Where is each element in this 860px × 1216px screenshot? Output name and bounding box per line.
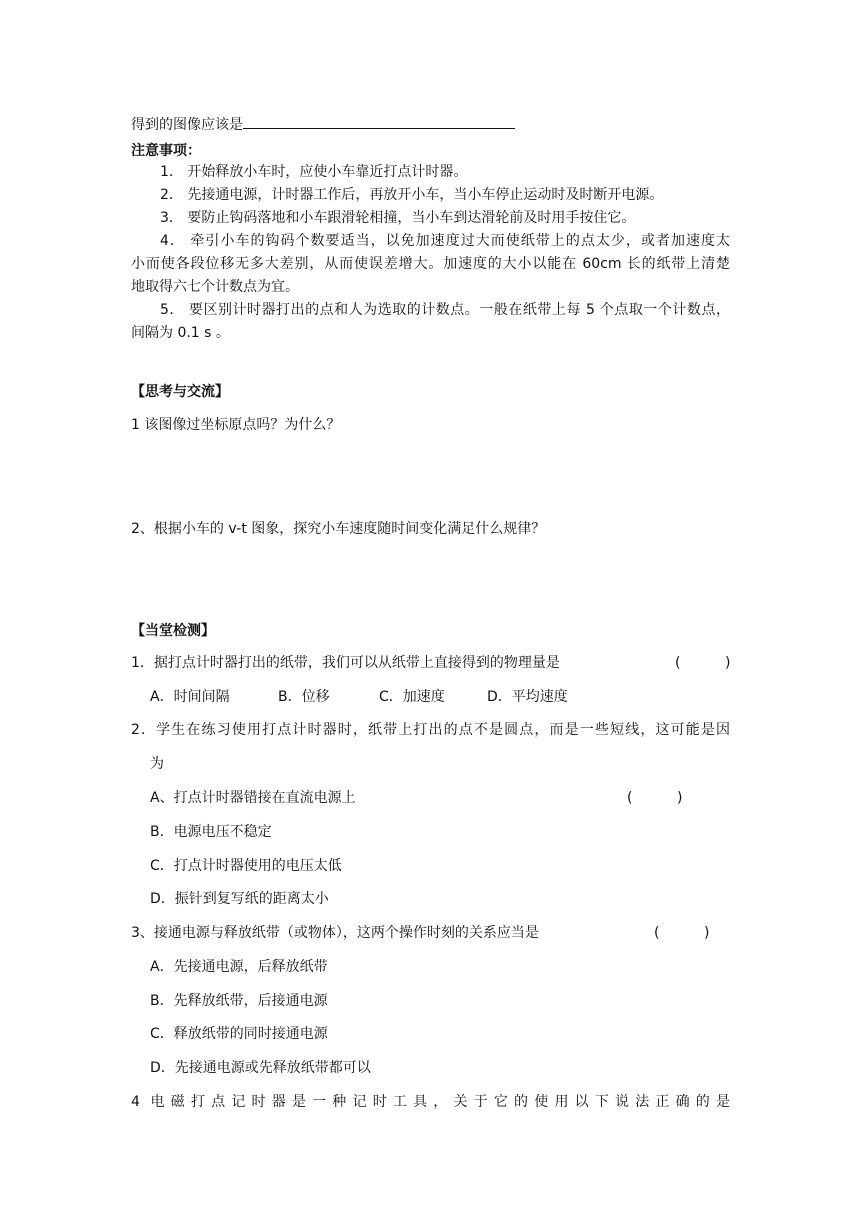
quiz-q3-option-b: B．先释放纸带，后接通电源 — [150, 993, 328, 1009]
quiz-q1-option-d: D．平均速度 — [487, 689, 568, 705]
quiz-q2-stem: 2．学生在练习使用打点计时器时，纸带上打出的点不是圆点，而是一些短线，这可能是因 — [131, 722, 730, 738]
discussion-question-1: 1 该图像过坐标原点吗？为什么？ — [131, 417, 341, 433]
quiz-q2-stem-cont: 为 — [150, 756, 164, 772]
discussion-question-2: 2、根据小车的 v-t 图象，探究小车速度随时间变化满足什么规律？ — [131, 521, 546, 537]
quiz-q2-option-d: D．振针到复写纸的距离太小 — [150, 891, 329, 907]
quiz-q2-answer-paren: ( ) — [627, 790, 683, 806]
quiz-q2-option-c: C．打点计时器使用的电压太低 — [150, 858, 342, 874]
quiz-q2-option-b: B．电源电压不稳定 — [150, 824, 272, 840]
note-item-3: 3． 要防止钩码落地和小车跟滑轮相撞，当小车到达滑轮前及时用手按住它。 — [160, 210, 636, 226]
quiz-q3-option-d: D．先接通电源或先释放纸带都可以 — [150, 1060, 371, 1076]
note-item-5-cont: 间隔为 0.1 s 。 — [131, 325, 230, 341]
quiz-q3-stem: 3、接通电源与释放纸带（或物体），这两个操作时刻的关系应当是 — [131, 925, 539, 941]
quiz-q3-answer-paren: ( ) — [654, 925, 710, 941]
note-item-1: 1． 开始释放小车时，应使小车靠近打点计时器。 — [160, 164, 468, 180]
quiz-q3-option-a: A．先接通电源，后释放纸带 — [150, 959, 328, 975]
quiz-q1-option-a: A．时间间隔 — [150, 689, 230, 705]
quiz-q1-stem: 1．据打点计时器打出的纸带，我们可以从纸带上直接得到的物理量是 — [131, 655, 560, 671]
quiz-q3-option-c: C．释放纸带的同时接通电源 — [150, 1026, 328, 1042]
note-item-4: 4． 牵引小车的钩码个数要适当，以免加速度过大而使纸带上的点太少，或者加速度太 — [160, 233, 730, 249]
quiz-q2-option-a: A、打点计时器错接在直流电源上 — [150, 790, 356, 806]
notes-heading: 注意事项： — [131, 143, 201, 159]
note-item-5: 5． 要区别计时器打出的点和人为选取的计数点。一般在纸带上每 5 个点取一个计数点， — [160, 302, 730, 318]
note-item-2: 2． 先接通电源，计时器工作后，再放开小车，当小车停止运动时及时断开电源。 — [160, 187, 664, 203]
answer-blank — [243, 114, 515, 129]
intro-text: 得到的图像应该是 — [131, 117, 243, 133]
quiz-q1-option-c: C．加速度 — [379, 689, 445, 705]
intro-line — [131, 114, 515, 134]
quiz-heading: 【当堂检测】 — [131, 623, 215, 639]
note-item-4-cont: 小而使各段位移无多大差别，从而使误差增大。加速度的大小以能在 60cm 长的纸带上清楚 — [131, 256, 730, 272]
discussion-heading: 【思考与交流】 — [131, 384, 229, 400]
quiz-q1-answer-paren: ( ) — [675, 655, 731, 671]
note-item-4-cont2: 地取得六七个计数点为宜。 — [131, 279, 299, 295]
quiz-q4-stem: 4 电磁打点记时器是一种记时工具，关于它的使用以下说法正确的是 — [131, 1094, 730, 1110]
quiz-q1-option-b: B．位移 — [278, 689, 330, 705]
